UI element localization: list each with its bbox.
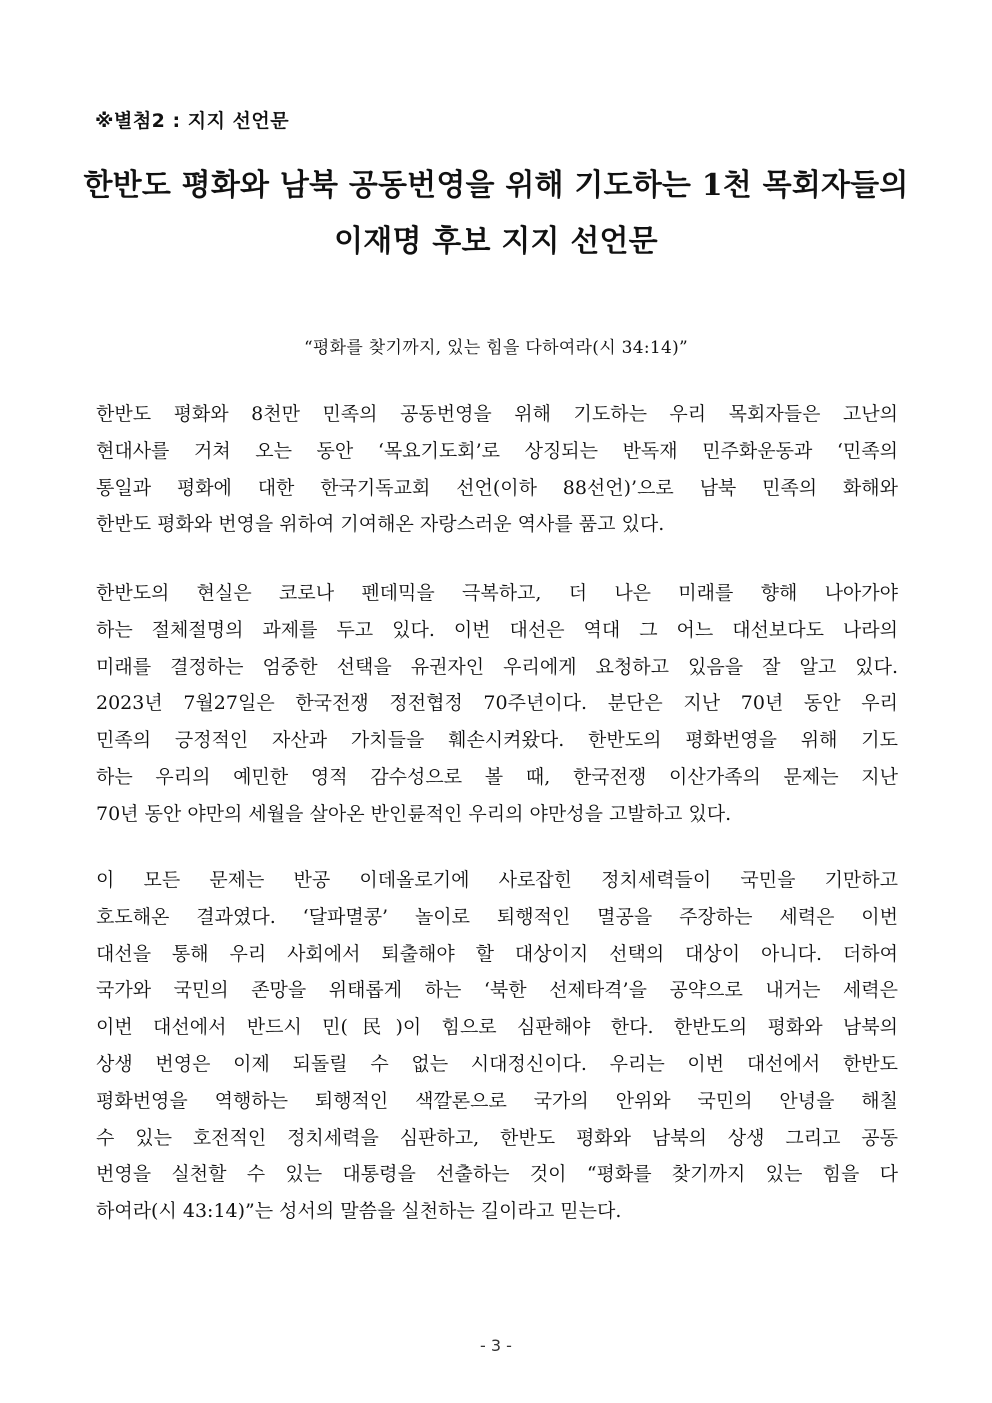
paragraph-line: 이번 대선에서 반드시 민(民)이 힘으로 심판해야 한다. 한반도의 평화와 남북의: [96, 1016, 898, 1039]
paragraph-heritage: [96, 396, 898, 543]
paragraph-line: 호도해온 결과였다. ‘달파멸콩’ 놀이로 퇴행적인 멸공을 주장하는 세력은 이번: [96, 905, 898, 928]
paragraph-line: 통일과 평화에 대한 한국기독교회 선언(이하 88선언)’으로 남북 민족의 화해와: [96, 476, 898, 499]
attachment-label: ※별첨2 : 지지 선언문: [95, 110, 290, 132]
paragraph-line: 번영을 실천할 수 있는 대통령을 선출하는 것이 “평화를 찾기까지 있는 힘을 다: [96, 1163, 898, 1186]
paragraph-line: 하여라(시 43:14)”는 성서의 말씀을 실천하는 길이라고 믿는다.: [96, 1200, 622, 1223]
paragraph-line: 국가와 국민의 존망을 위태롭게 하는 ‘북한 선제타격’을 공약으로 내거는 세력은: [96, 979, 898, 1002]
epigraph-quote: “평화를 찾기까지, 있는 힘을 다하여라(시 34:14)”: [303, 338, 689, 358]
paragraph-line: 민족의 긍정적인 자산과 가치들을 훼손시켜왔다. 한반도의 평화번영을 위해 기도: [96, 729, 898, 752]
paragraph-line: 하는 우리의 예민한 영적 감수성으로 볼 때, 한국전쟁 이산가족의 문제는 지난: [96, 765, 898, 788]
paragraph-line: 수 있는 호전적인 정치세력을 심판하고, 한반도 평화와 남북의 상생 그리고 공동: [96, 1126, 898, 1149]
page-number: - 3 -: [480, 1336, 512, 1355]
paragraph-line: 70년 동안 야만의 세월을 살아온 반인륜적인 우리의 야만성을 고발하고 있다.: [96, 802, 732, 825]
paragraph-declaration: [96, 862, 898, 1230]
document-title: [60, 158, 932, 270]
paragraph-line: 평화번영을 역행하는 퇴행적인 색깔론으로 국가의 안위와 국민의 안녕을 해칠: [96, 1089, 898, 1112]
title-line: 이재명 후보 지지 선언문: [334, 224, 658, 259]
paragraph-line: 이 모든 문제는 반공 이데올로기에 사로잡힌 정치세력들이 국민을 기만하고: [96, 869, 898, 891]
paragraph-line: 미래를 결정하는 엄중한 선택을 유권자인 우리에게 요청하고 있음을 잘 알고 있다.: [96, 655, 898, 678]
paragraph-line: 현대사를 거쳐 오는 동안 ‘목요기도회’로 상징되는 반독재 민주화운동과 ‘민족의: [96, 439, 898, 462]
title-line: 한반도 평화와 남북 공동번영을 위해 기도하는 1천 목회자들의: [83, 168, 909, 203]
paragraph-line: 한반도 평화와 8천만 민족의 공동번영을 위해 기도하는 우리 목회자들은 고난의: [96, 403, 898, 425]
paragraph-line: 2023년 7월27일은 한국전쟁 정전협정 70주년이다. 분단은 지난 70년 동안 우리: [96, 692, 898, 715]
paragraph-line: 한반도의 현실은 코로나 펜데믹을 극복하고, 더 나은 미래를 향해 나아가야: [96, 582, 898, 604]
paragraph-line: 한반도 평화와 번영을 위하여 기여해온 자랑스러운 역사를 품고 있다.: [96, 513, 665, 536]
paragraph-line: 대선을 통해 우리 사회에서 퇴출해야 할 대상이지 선택의 대상이 아니다. 더하여: [96, 942, 898, 965]
paragraph-reality: [96, 575, 898, 833]
paragraph-line: 하는 절체절명의 과제를 두고 있다. 이번 대선은 역대 그 어느 대선보다도 나라의: [96, 618, 898, 641]
paragraph-line: 상생 번영은 이제 되돌릴 수 없는 시대정신이다. 우리는 이번 대선에서 한반도: [96, 1052, 898, 1075]
